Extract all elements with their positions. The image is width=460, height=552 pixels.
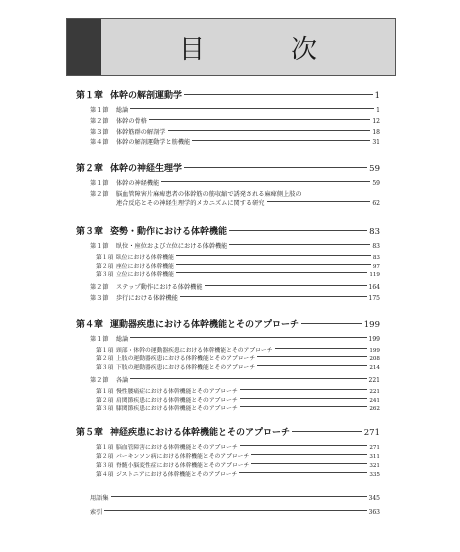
- toc-chapter[interactable]: [76, 224, 380, 238]
- toc-subsection[interactable]: [76, 252, 380, 261]
- toc-chapter-title: 神経疾患における体幹機能とそのアプローチ: [110, 428, 291, 439]
- toc-section-page: 175: [368, 294, 380, 302]
- toc-section-number: 第４節: [90, 139, 109, 147]
- toc-section-title: 体幹の骨格: [116, 117, 147, 125]
- leader-line: [251, 454, 367, 455]
- toc-section-page: 83: [372, 242, 380, 250]
- toc-section-page: 59: [372, 180, 380, 188]
- toc-subsection-page: 271: [369, 445, 380, 452]
- toc-chapter-title: 運動器疾患における体幹機能とそのアプローチ: [110, 319, 300, 330]
- toc-subsection[interactable]: [76, 451, 380, 460]
- toc-subsection-number: 第２項: [96, 263, 114, 270]
- toc-back-matter-title: 索引: [90, 509, 103, 517]
- toc-subsection-title: 頸部・体幹の運動器疾患における体幹機能とそのアプローチ: [116, 347, 273, 354]
- toc-section[interactable]: [76, 137, 380, 148]
- toc-subsection-number: 第１項: [96, 388, 114, 395]
- toc-back-matter-title: 用語集: [90, 495, 109, 503]
- title-grey-block: [101, 19, 395, 75]
- toc-section[interactable]: [76, 105, 380, 116]
- toc-section[interactable]: [76, 241, 380, 252]
- toc-section[interactable]: [76, 375, 380, 386]
- leader-line: [176, 264, 371, 265]
- toc-subsection-number: 第２項: [96, 453, 114, 460]
- toc-chapter-title: 体幹の神経生理学: [110, 164, 183, 175]
- leader-line: [130, 378, 366, 379]
- leader-line: [111, 496, 367, 497]
- toc-section-number: 第１節: [90, 335, 109, 343]
- toc-section-title: 総論: [116, 107, 129, 114]
- leader-line: [240, 389, 368, 390]
- toc-subsection-page: 208: [369, 356, 380, 363]
- toc-subsection-number: 第３項: [96, 272, 114, 279]
- toc-chapter-number: 第２章: [76, 164, 104, 175]
- leader-line: [184, 167, 367, 168]
- toc-chapter-page: 1: [374, 91, 380, 101]
- toc-section-page: 221: [368, 376, 380, 384]
- toc-chapter-page: 199: [363, 319, 380, 330]
- leader-line: [267, 201, 371, 202]
- toc-chapter-number: 第５章: [76, 428, 104, 439]
- leader-line: [168, 130, 371, 131]
- toc-chapter-page: 271: [363, 428, 380, 439]
- toc-subsection-title: 脊髄小脳変性症における体幹機能とそのアプローチ: [116, 462, 250, 469]
- toc-section-page: 1: [376, 107, 380, 114]
- toc-section-page: 31: [372, 139, 380, 147]
- leader-line: [301, 323, 362, 324]
- toc-subsection-number: 第１項: [96, 347, 114, 354]
- toc-subsection[interactable]: [76, 386, 380, 395]
- toc-section-line2: [90, 198, 380, 207]
- toc-subsection-page: 199: [369, 347, 380, 354]
- toc-subsection-number: 第３項: [96, 462, 114, 469]
- toc-section[interactable]: [76, 282, 380, 293]
- toc-section-title: 体幹の神経機能: [116, 180, 160, 188]
- toc-section-title: 体幹筋群の解剖学: [116, 128, 166, 136]
- toc-subsection-page: 241: [369, 397, 380, 404]
- toc-back-matter[interactable]: [76, 493, 380, 504]
- toc-chapter[interactable]: [76, 317, 380, 331]
- toc-section-title: 臥位・座位および立位における体幹機能: [116, 242, 228, 250]
- table-of-contents: [76, 88, 380, 518]
- toc-subsection-number: 第３項: [96, 406, 114, 413]
- leader-line: [176, 272, 367, 273]
- leader-line: [257, 365, 367, 366]
- toc-chapter-title: 姿勢・動作における体幹機能: [110, 226, 228, 237]
- leader-line: [240, 445, 368, 446]
- toc-subsection-page: 214: [369, 365, 380, 372]
- leader-line: [184, 94, 373, 95]
- toc-chapter-title: 体幹の解剖運動学: [110, 91, 183, 101]
- leader-line: [161, 181, 370, 182]
- toc-subsection[interactable]: [76, 345, 380, 354]
- toc-subsection-number: 第１項: [96, 445, 114, 452]
- toc-subsection-title: 膝関節疾患における体幹機能とそのアプローチ: [116, 406, 238, 413]
- toc-subsection[interactable]: [76, 403, 380, 412]
- toc-chapter[interactable]: [76, 161, 380, 175]
- toc-section-title: 総論: [116, 335, 129, 343]
- toc-section[interactable]: [76, 189, 380, 211]
- leader-line: [240, 406, 368, 407]
- toc-section-title: 各論: [116, 376, 129, 384]
- toc-section-number: 第１節: [90, 107, 109, 114]
- toc-section[interactable]: [76, 334, 380, 345]
- toc-subsection-number: 第１項: [96, 254, 114, 261]
- toc-section-page: 12: [372, 117, 380, 125]
- toc-section-title: 体幹の解剖運動学と筋機能: [116, 139, 191, 147]
- toc-subsection[interactable]: [76, 261, 380, 270]
- toc-subsection-title: 臥位における体幹機能: [116, 254, 174, 261]
- toc-section-number: 第１節: [90, 180, 109, 188]
- toc-subsection[interactable]: [76, 362, 380, 371]
- toc-section-number: 第３節: [90, 294, 109, 302]
- leader-line: [205, 285, 367, 286]
- toc-section-page: 18: [372, 128, 380, 136]
- toc-subsection-number: 第２項: [96, 397, 114, 404]
- toc-subsection[interactable]: [76, 353, 380, 362]
- toc-subsection[interactable]: [76, 442, 380, 451]
- toc-subsection-title: 脳血管障害における体幹機能とそのアプローチ: [116, 445, 238, 452]
- leader-line: [292, 431, 362, 432]
- leader-line: [251, 463, 367, 464]
- toc-chapter-number: 第１章: [76, 91, 104, 101]
- leader-line: [149, 119, 370, 120]
- toc-chapter[interactable]: [76, 88, 380, 102]
- toc-subsection-page: 311: [369, 453, 380, 460]
- toc-section-title-line1: 脳血管障害片麻痺患者の体幹筋の筋収縮で誘発される麻痺側上肢の: [116, 190, 302, 198]
- toc-subsection-title: 立位における体幹機能: [116, 272, 174, 279]
- leader-line: [229, 230, 367, 231]
- toc-back-matter-page: 363: [368, 509, 380, 517]
- title-black-block: [67, 19, 101, 75]
- leader-line: [240, 398, 368, 399]
- toc-subsection-title: 座位における体幹機能: [116, 263, 174, 270]
- toc-chapter-number: 第４章: [76, 319, 104, 330]
- toc-subsection-title: ジストニアにおける体幹機能とそのアプローチ: [116, 471, 238, 478]
- toc-subsection-page: 335: [369, 471, 380, 478]
- toc-section-title-line2: 連合反応とその神経生理学的メカニズムに関する研究: [116, 199, 265, 207]
- toc-section-number: 第２節: [90, 376, 109, 384]
- toc-section-number: 第３節: [90, 128, 109, 136]
- toc-section-title: ステップ動作における体幹機能: [116, 284, 203, 292]
- leader-line: [130, 108, 374, 109]
- toc-chapter-number: 第３章: [76, 226, 104, 237]
- toc-subsection-title: 肩関節疾患における体幹機能とそのアプローチ: [116, 397, 238, 404]
- toc-subsection-number: 第２項: [96, 356, 114, 363]
- spacer: [76, 304, 380, 317]
- spacer: [76, 211, 380, 224]
- spacer: [76, 477, 380, 493]
- toc-section-page: 199: [368, 335, 380, 343]
- toc-chapter-page: 83: [369, 226, 380, 237]
- toc-section[interactable]: [76, 178, 380, 189]
- toc-section[interactable]: [76, 293, 380, 304]
- toc-subsection-page: 119: [369, 272, 380, 279]
- toc-subsection-page: 262: [369, 406, 380, 413]
- toc-subsection[interactable]: [76, 395, 380, 404]
- toc-subsection-title: 下肢の運動器疾患における体幹機能とそのアプローチ: [116, 365, 256, 372]
- toc-section-number: 第２節: [90, 190, 109, 198]
- toc-subsection-title: 上肢の運動器疾患における体幹機能とそのアプローチ: [116, 356, 256, 363]
- toc-section[interactable]: [76, 116, 380, 127]
- leader-line: [257, 356, 367, 357]
- toc-section-page: 62: [372, 199, 380, 207]
- toc-subsection-number: 第４項: [96, 471, 114, 478]
- toc-subsection-number: 第３項: [96, 365, 114, 372]
- spacer: [76, 148, 380, 161]
- toc-section-number: 第２節: [90, 117, 109, 125]
- toc-back-matter-page: 345: [368, 495, 380, 503]
- toc-section[interactable]: [76, 127, 380, 138]
- leader-line: [180, 296, 367, 297]
- leader-line: [176, 255, 371, 256]
- toc-chapter-page: 59: [369, 164, 380, 175]
- leader-line: [104, 510, 366, 511]
- page-title: 目 次: [178, 34, 347, 65]
- leader-line: [130, 337, 366, 338]
- toc-subsection-page: 321: [369, 462, 380, 469]
- toc-subsection-title: パーキンソン病における体幹機能とそのアプローチ: [116, 453, 250, 460]
- toc-back-matter[interactable]: [76, 507, 380, 518]
- leader-line: [192, 140, 370, 141]
- spacer: [76, 412, 380, 425]
- toc-section-page: 164: [368, 284, 380, 292]
- toc-subsection-page: 83: [372, 254, 380, 261]
- toc-subsection-page: 97: [372, 263, 380, 270]
- toc-section-number: 第２節: [90, 284, 109, 292]
- toc-section-number: 第１節: [90, 242, 109, 250]
- leader-line: [275, 348, 368, 349]
- toc-subsection-title: 慢性腰痛症における体幹機能とそのアプローチ: [116, 388, 238, 395]
- leader-line: [229, 244, 370, 245]
- toc-subsection[interactable]: [76, 460, 380, 469]
- toc-title-box: [66, 18, 396, 76]
- toc-subsection[interactable]: [76, 469, 380, 478]
- toc-chapter[interactable]: [76, 425, 380, 439]
- leader-line: [239, 472, 367, 473]
- toc-subsection[interactable]: [76, 269, 380, 278]
- toc-section-title: 歩行における体幹機能: [116, 294, 178, 302]
- toc-subsection-page: 221: [369, 388, 380, 395]
